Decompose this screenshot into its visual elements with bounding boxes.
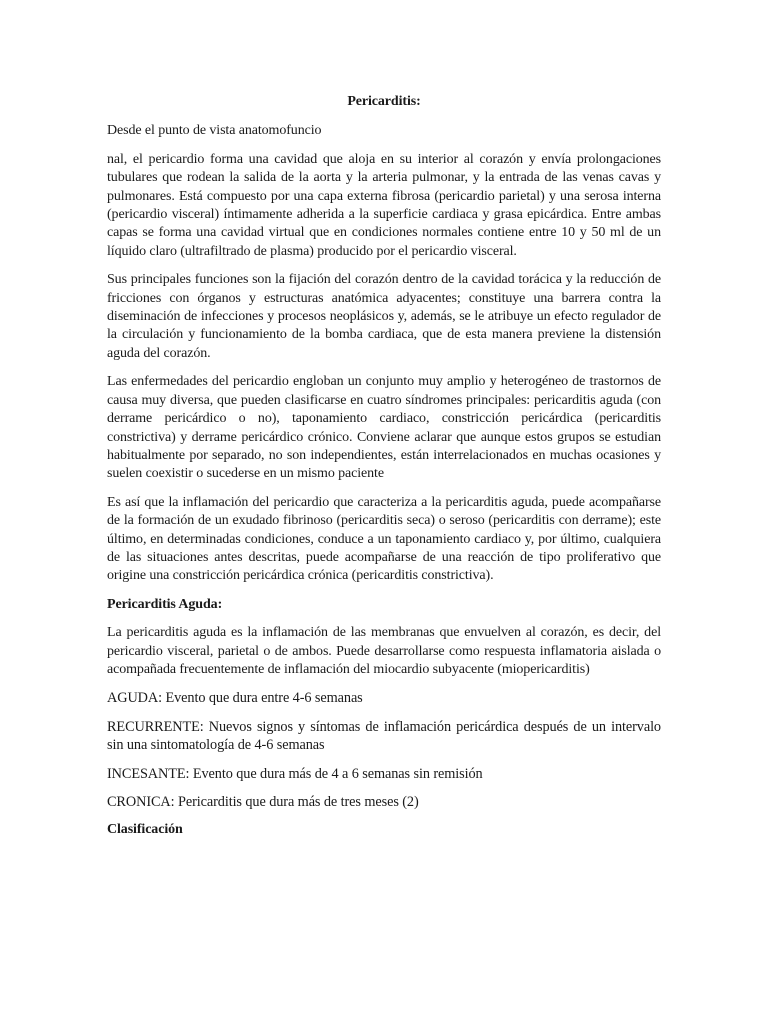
section-heading-pericarditis-aguda: Pericarditis Aguda: bbox=[107, 596, 223, 612]
definition-incesante: INCESANTE: Evento que dura más de 4 a 6 semanas sin remisión bbox=[107, 765, 483, 782]
section-heading-clasificacion: Clasificación bbox=[107, 822, 183, 838]
definition-recurrente: RECURRENTE: Nuevos signos y síntomas de inflamación pericárdica después de un intervalo sin una sintomatología de 4-6 semanas bbox=[107, 718, 661, 754]
paragraph-inflammation: Es así que la inflamación del pericardio que caracteriza a la pericarditis aguda, puede acompañarse de la formación de un exudado fibrinoso (pericarditis seca) o seroso (pericarditis con derrame); este último, en determinadas condiciones, conduce a un taponamiento cardiaco y, por último, cualquiera de las situaciones antes descritas, puede acompañarse de una reacción de tipo proliferativo que origine una constricción pericárdica crónica (pericarditis constrictiva). bbox=[107, 494, 661, 584]
paragraph-functions: Sus principales funciones son la fijación del corazón dentro de la cavidad torácica y la reducción de fricciones con órganos y estructuras anatómica adyacentes; constituye una barrera contra la diseminación de infecciones y procesos neoplásicos y, además, se le atribuye un efecto regulador de la circulación y funcionamiento de la bomba cardiaca, que de esta manera previene la distensión aguda del corazón. bbox=[107, 272, 661, 361]
document-page bbox=[107, 93, 661, 850]
document-title: Pericarditis: bbox=[347, 94, 421, 109]
definition-aguda: AGUDA: Evento que dura entre 4-6 semanas bbox=[107, 690, 363, 707]
definition-cronica: CRONICA: Pericarditis que dura más de tres meses (2) bbox=[107, 794, 419, 810]
paragraph-pericarditis-aguda: La pericarditis aguda es la inflamación de las membranas que envuelven al corazón, es decir, del pericardio visceral, parietal o de ambos. Puede desarrollarse como respuesta inflamatoria aislada o acompañada frecuentemente de inflamación del miocardio subyacente (miopericarditis) bbox=[107, 625, 661, 677]
paragraph-diseases: Las enfermedades del pericardio engloban un conjunto muy amplio y heterogéneo de trastornos de causa muy diversa, que pueden clasificarse en cuatro síndromes principales: pericarditis aguda (con derrame pericárdico o no), taponamiento cardiaco, constricción pericárdica (pericarditis constrictiva) y derrame pericárdico crónico. Conviene aclarar que aunque estos grupos se estudian habitualmente por separado, no son independientes, están interrelacionados en muchas ocasiones y suelen coexistir o sucederse en un mismo paciente bbox=[107, 374, 661, 482]
paragraph-anatomy: nal, el pericardio forma una cavidad que aloja en su interior al corazón y envía prolongaciones tubulares que rodean la salida de la aorta y la arteria pulmonar, y la entrada de las venas cavas y pulmonares. Está compuesto por una capa externa fibrosa (pericardio parietal) y una serosa interna (pericardio visceral) íntimamente adherida a la superficie cardiaca y grasa epicárdica. Entre ambas capas se forma una cavidad virtual que en condiciones normales contiene entre 10 y 50 ml de un líquido claro (ultrafiltrado de plasma) producido por el pericardio visceral. bbox=[107, 151, 661, 259]
intro-line: Desde el punto de vista anatomofuncio bbox=[107, 123, 322, 139]
